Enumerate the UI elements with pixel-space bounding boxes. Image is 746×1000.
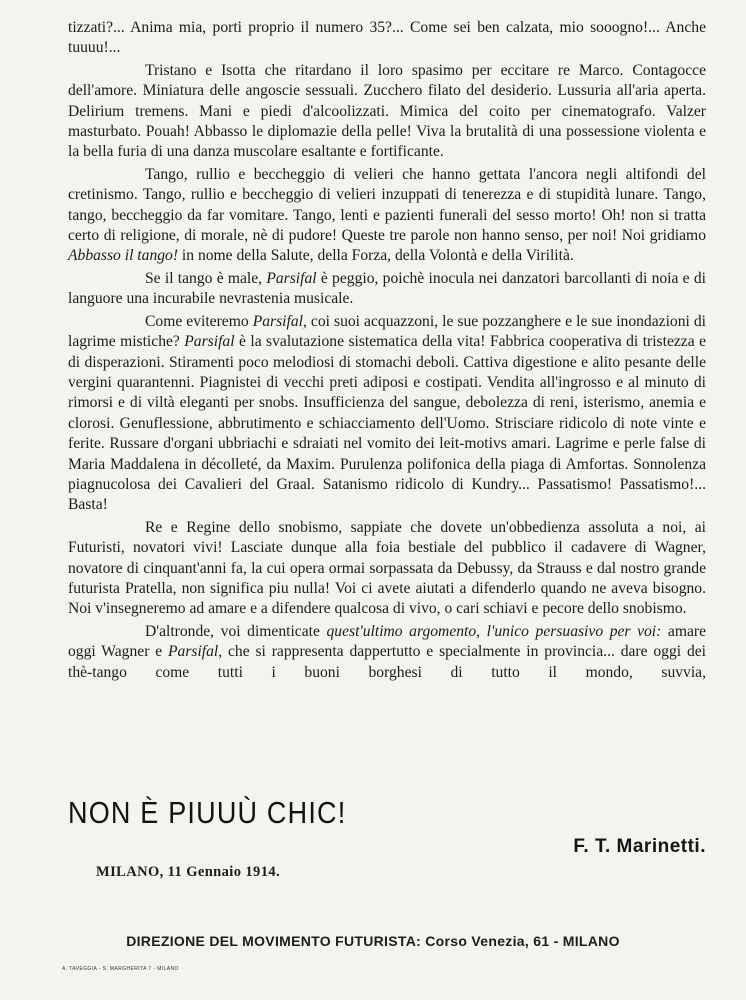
footer-org: DIREZIONE DEL MOVIMENTO FUTURISTA: [126,933,422,949]
printer-imprint: A. TAVEGGIA - S. MARGHERITA 7 - MILANO [62,966,179,972]
paragraph-4 [68,312,706,516]
footer-street: Corso Venezia, 61 - MILANO [421,933,620,949]
paragraph-6-text-a: D'altronde, voi dimenticate [145,622,327,640]
paragraph-0: tizzati?... Anima mia, porti proprio il numero 35?... Come sei ben calzata, mio sooogno!... Anche tuuuu!... [68,19,706,57]
dateline: MILANO, 11 Gennaio 1914. [96,864,281,880]
paragraph-6-text-b: amare oggi Wagner e [68,622,706,661]
paragraph-6-text-c: che si rappresenta dappertutto e specialmente in provincia... dare oggi dei thè-tango come tutti i buoni borghesi di tutto il mondo, suvvia, [68,643,707,681]
paragraph-6-italic-2: Parsifal, [168,643,223,661]
paragraph-3-text-b: è peggio, poichè inocula nei danzatori barcollanti di noia e di languore una incurabile nevrastenia musicale. [68,269,706,308]
paragraph-2-italic: Abbasso il tango! [68,247,179,265]
paragraph-6-italic-1: quest'ultimo argomento, l'unico persuasivo per voi: [326,622,662,640]
paragraph-2-text-b: in nome della Salute, della Forza, della Volontà e della Virilità. [178,247,574,265]
headline: NON È PIUUÙ CHIC! [68,796,347,830]
paragraph-3 [68,269,706,310]
author-signature: F. T. Marinetti. [573,836,706,857]
paragraph-1: Tristano e Isotta che ritardano il loro spasimo per eccitare re Marco. Contagocce dell'amore. Miniatura delle angoscie sessuali. Zucchero filato del desiderio. Lussuria all'aria aperta. Delirium tremens. Mani e piedi d'alcoolizzati. Mimica del coito per cinematografo. Valzer masturbato. Pouah! Abbasso le diplomazie della pelle! Viva la brutalità di una possessione violenta e la bella furia di una danza muscolare esaltante e fortificante. [68,61,706,161]
paragraph-4-text-c: è la svalutazione sistematica della vita! Fabbrica cooperativa di tristezza e di disperazioni. Stiramenti poco melodiosi di stomachi deboli. Cattiva digestione e alito pesante delle vergini quarantenni. Piagnistei di vecchi preti adiposi e costipati. Vendita all'ingrosso e al minuto di rimorsi e di viltà eleganti per snobs. Insufficienza del sangue, debolezza di reni, isterismo, anemia e clorosi. Genuflessione, abbrutimento e schiacciamento dell'Uomo. Strisciare ridicolo di note vinte e ferite. Russare d'organi ubbriachi e sdraiati nel vomito dei leit-motivs amari. Lagrime e perle false di Maria Maddalena in décolleté, da Maxim. Purulenza polifonica della piaga di Amfortas. Sonnolenza piagnucolosa dei Cavalieri del Graal. Satanismo ridicolo di Kundry... Passatismo! Passatismo!... Basta! [68,333,706,514]
paragraph-3-italic: Parsifal [266,269,317,287]
paragraph-2 [68,165,706,267]
paragraph-2-text-a: Tango, rullio e beccheggio di velieri che hanno gettata l'ancora negli altifondi del cretinismo. Tango, rullio e beccheggio di velieri inzuppati di tenerezza e di stupidità lunare. Tango, tango, beccheggio da far vomitare. Tango, lenti e pazienti funerali del sesso morto! Oh! non si tratta certo di religione, di morale, nè di pudore! Queste tre parole non hanno senso, per noi! Noi gridiamo [68,165,706,245]
paragraph-3-text-a: Se il tango è male, [145,269,267,287]
paragraph-6 [68,622,706,683]
footer-address [0,933,746,949]
paragraph-4-italic-1: Parsifal, [252,312,307,330]
paragraph-4-italic-2: Parsifal [184,333,235,351]
paragraph-5: Re e Regine dello snobismo, sappiate che dovete un'obbedienza assoluta a noi, ai Futuristi, novatori vivi! Lasciate dunque alla foia bestiale del pubblico il cadavere di Wagner, novatore di cinquant'anni fa, la cui opera ormai sorpassata da Debussy, da Strauss e dal nostro grande futurista Pratella, non significa piu nulla! Voi ci avete aiutati a difenderlo quando ne aveva bisogno. Noi v'insegneremo ad amare e a difendere qualcosa di vivo, o cari schiavi e pecore dello snobismo. [68,518,706,618]
paragraph-4-text-b: coi suoi acquazzoni, le sue pozzanghere e le sue inondazioni di lagrime mistiche? [68,312,707,351]
manifesto-body [68,18,706,683]
paragraph-4-text-a: Come eviteremo [145,312,253,330]
